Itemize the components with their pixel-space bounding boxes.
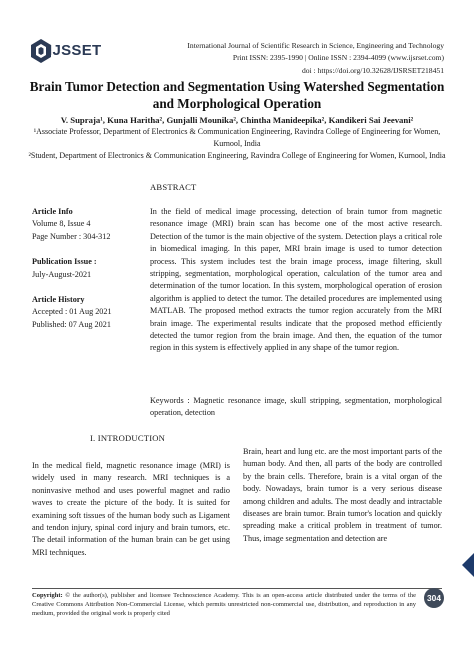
introduction-left-column: In the medical field, magnetic resonance image (MRI) is widely used in many research. MRI techniques is a noninvasive method and uses powerful magnet and radio waves to create the picture of the body. It is suited for examining soft tissues of the human body such as Ligament and tendon injury, spinal cord injury and brain tumors, etc. The detail information of the human brain can be get using MRI techniques. [32,461,230,557]
footer-divider [32,588,442,589]
article-volume: Volume 8, Issue 4 [32,219,91,229]
affiliation-2: ²Student, Department of Electronics & Communication Engineering, Ravindra College of Engineering for Women, Kurnool, India [28,151,446,160]
introduction-heading: I. INTRODUCTION [90,433,166,443]
copyright-label: Copyright: [32,592,63,599]
paper-title: Brain Tumor Detection and Segmentation Using Watershed Segmentation and Morphological Operation [29,79,445,111]
article-info-heading: Article Info [32,207,73,216]
logo-text: IJSSET [48,42,102,59]
page-edge-marker [462,553,474,577]
journal-info [114,40,444,77]
publication-issue-value: July-August-2021 [32,269,92,279]
journal-issn[interactable]: Print ISSN: 2395-1990 | Online ISSN : 2394-4099 (www.ijsrset.com) [232,53,444,63]
publication-issue-heading: Publication Issue : [32,257,97,267]
published-date: Published: 07 Aug 2021 [32,319,111,329]
journal-logo [30,38,104,66]
journal-doi[interactable]: doi : https://doi.org/10.32628/IJSRSET218451 [301,65,444,75]
abstract-text: In the field of medical image processing, detection of brain tumor from magnetic resonance image (MRI) brain scan has become one of the most active research. Detection of the tumor is the main objective of the system. Detection plays a critical role in biomedical imaging. In this paper, MRI brain image is used to tumor detection process. This system includes test the brain image process, image filtering, skull stripping, segmentation, morphological operation, calculation of the tumor area and determination of the tumor location. In this system, morphological operation of erosion algorithm is applied to detect the tumor. The detailed procedures are implemented using MATLAB. The proposed method extracts the tumor region accurately from the MRI brain image. The experimental results indicate that the proposed method efficiently detected the tumor region from the brain image. And then, the equation of the tumor region in this system is effectively applied in any shape of the tumor region. [150,207,442,353]
copyright-notice [32,591,416,619]
author-list: V. Supraja¹, Kuna Haritha², Gunjalli Mounika², Chintha Manideepika², Kandikeri Sai Jeevani² [60,115,414,125]
page-number-badge: 304 [424,588,444,608]
article-info [32,206,144,331]
affiliation-1: ¹Associate Professor, Department of Electronics & Communication Engineering, Ravindra College of Engineering for Women, Kurnool, India [33,127,441,148]
keywords: Keywords : Magnetic resonance image, skull stripping, segmentation, morphological operation, detection [150,396,442,418]
copyright-text: © the author(s), publisher and licensee Technoscience Academy. This is an open-access article distributed under the terms of the Creative Commons Attribution Non-Commercial License, which permits unrestricted non-commercial use, distribution, and reproduction in any medium, provided the original work is properly cited [32,592,416,618]
introduction-right-column: Brain, heart and lung etc. are the most important parts of the human body. And then, all parts of the body are controlled by the brain cells. Therefore, brain is a vital organ of the body. Nowadays, brain tumor is a very serious disease among children and adults. The most deadly and intractable diseases are brain tumor. Brain tumor's location and quickly spreading make a critical problem in treatment of tumor. Thus, image segmentation and detection are [243,447,442,543]
accepted-date: Accepted : 01 Aug 2021 [32,307,112,317]
journal-name: International Journal of Scientific Research in Science, Engineering and Technology [187,41,444,50]
abstract-heading: ABSTRACT [150,182,197,192]
article-history-heading: Article History [32,295,85,305]
article-pages: Page Number : 304-312 [32,231,111,241]
